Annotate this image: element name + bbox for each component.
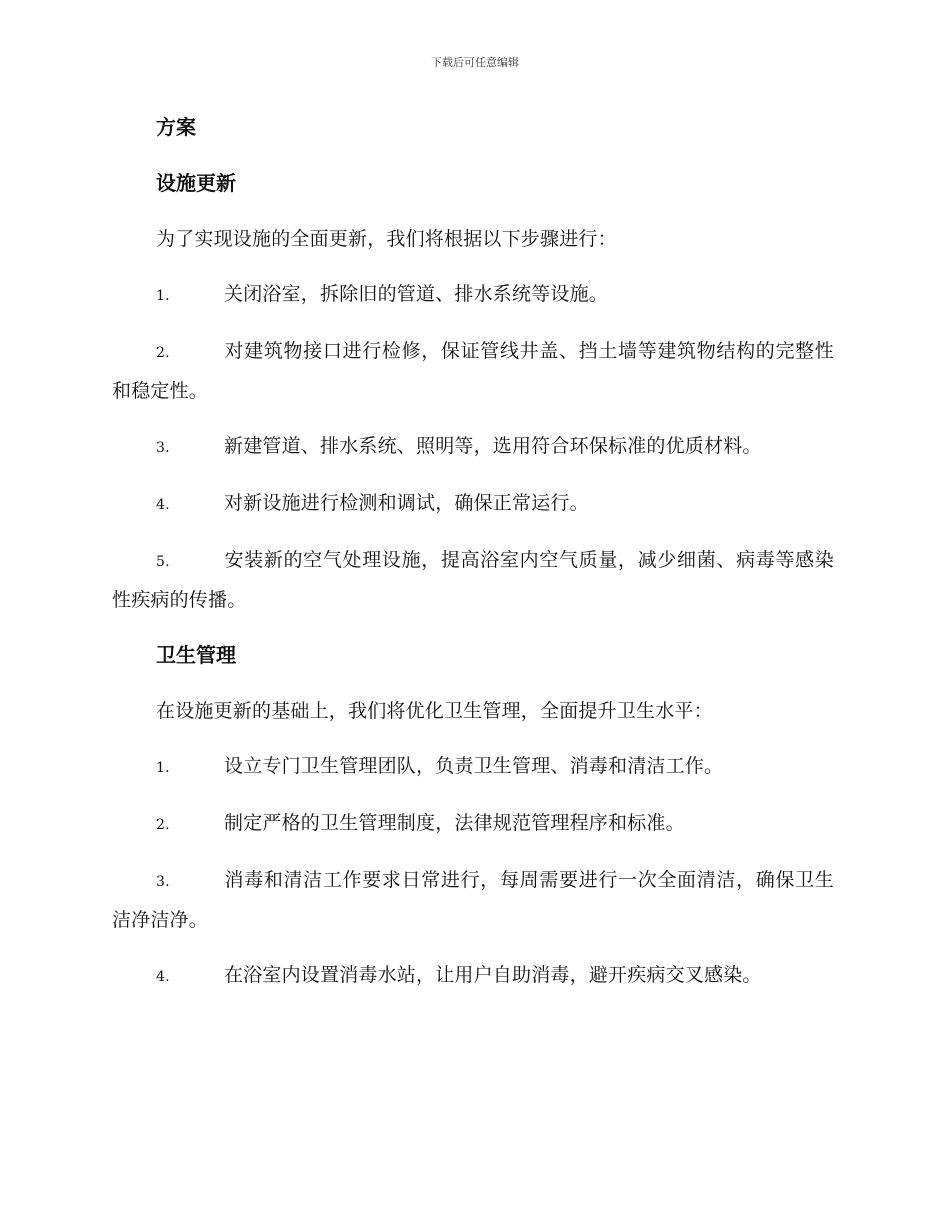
list-item-text: 设立专门卫生管理团队，负责卫生管理、消毒和清洁工作。 <box>224 755 724 777</box>
list-item <box>112 804 834 844</box>
section-heading-hygiene-management: 卫生管理 <box>156 643 236 667</box>
list-item <box>112 861 834 939</box>
page-header-note: 下载后可任意编辑 <box>431 56 519 69</box>
list-item-number: 5. <box>156 554 170 570</box>
document-body <box>112 108 834 1013</box>
document-title: 方案 <box>156 115 196 139</box>
list-item-number: 4. <box>156 497 170 513</box>
list-item <box>112 747 834 787</box>
list-item <box>112 541 834 619</box>
list-item <box>112 956 834 996</box>
section-intro-facility-update: 为了实现设施的全面更新，我们将根据以下步骤进行： <box>156 228 617 250</box>
list-item-number: 2. <box>156 817 170 833</box>
list-item-number: 1. <box>156 760 170 776</box>
list-item-number: 2. <box>156 345 170 361</box>
list-item-text: 消毒和清洁工作要求日常进行，每周需要进行一次全面清洁，确保卫生洁净洁净。 <box>112 869 834 931</box>
list-item-text: 关闭浴室，拆除旧的管道、排水系统等设施。 <box>224 283 609 305</box>
list-item-text: 制定严格的卫生管理制度，法律规范管理程序和标准。 <box>224 812 685 834</box>
section-heading-facility-update: 设施更新 <box>156 171 236 195</box>
section-intro-hygiene-management: 在设施更新的基础上，我们将优化卫生管理，全面提升卫生水平： <box>156 700 713 722</box>
list-item-text: 对建筑物接口进行检修，保证管线井盖、挡土墙等建筑物结构的完整性和稳定性。 <box>112 340 834 402</box>
list-item <box>112 427 834 467</box>
list-item-number: 3. <box>156 440 170 456</box>
list-item <box>112 275 834 315</box>
list-item <box>112 332 834 410</box>
list-item-text: 对新设施进行检测和调试，确保正常运行。 <box>224 492 589 514</box>
list-item <box>112 484 834 524</box>
list-item-text: 在浴室内设置消毒水站，让用户自助消毒，避开疾病交叉感染。 <box>224 964 762 986</box>
list-item-text: 新建管道、排水系统、照明等，选用符合环保标准的优质材料。 <box>224 435 762 457</box>
list-item-text: 安装新的空气处理设施，提高浴室内空气质量，减少细菌、病毒等感染性疾病的传播。 <box>112 549 834 611</box>
list-item-number: 1. <box>156 288 170 304</box>
list-item-number: 3. <box>156 874 170 890</box>
list-item-number: 4. <box>156 969 170 985</box>
